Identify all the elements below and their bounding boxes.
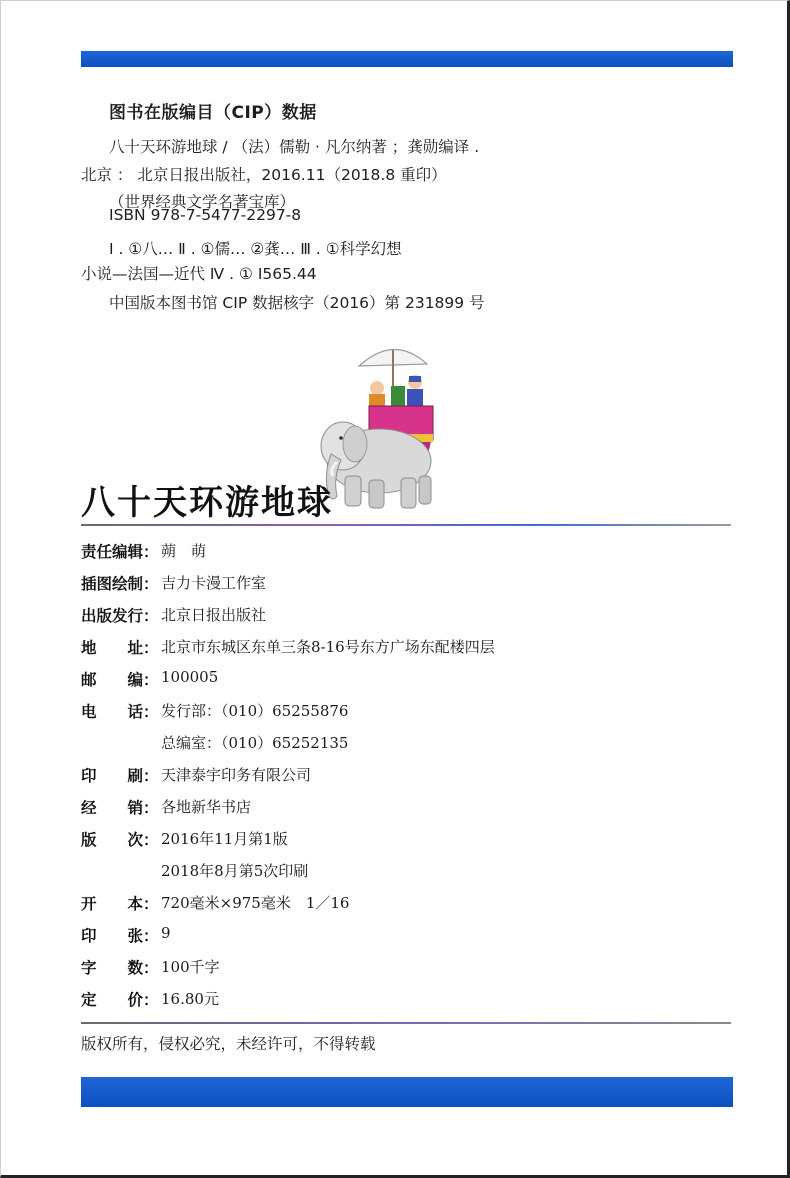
cip-line: Ⅰ . ①八… Ⅱ . ①儒… ②龚… Ⅲ . ①科学幻想 bbox=[109, 240, 402, 258]
colophon-value: 720毫米×975毫米 1／16 bbox=[161, 894, 350, 912]
book-title: 八十天环游地球 bbox=[81, 483, 333, 523]
colophon-label: 印 张： bbox=[81, 926, 159, 945]
colophon-label: 定 价： bbox=[81, 990, 159, 1009]
colophon-value: 2018年8月第5次印刷 bbox=[161, 862, 309, 880]
copyright-notice: 版权所有，侵权必究，未经许可，不得转载 bbox=[81, 1035, 376, 1053]
colophon-label: 开 本： bbox=[81, 894, 159, 913]
colophon-label: 地 址： bbox=[81, 638, 159, 657]
colophon-value: 吉力卡漫工作室 bbox=[161, 574, 267, 592]
top-blue-bar bbox=[81, 51, 733, 67]
colophon-value: 北京日报出版社 bbox=[161, 606, 267, 624]
colophon-label: 责任编辑： bbox=[81, 542, 159, 561]
copyright-divider bbox=[81, 1022, 731, 1024]
colophon-value: 各地新华书店 bbox=[161, 798, 252, 816]
colophon-value: 100千字 bbox=[161, 958, 220, 976]
colophon-label: 插图绘制： bbox=[81, 574, 159, 593]
colophon-value: 发行部：（010）65255876 bbox=[161, 702, 349, 720]
cip-heading: 图书在版编目（CIP）数据 bbox=[109, 103, 317, 123]
colophon-value: 9 bbox=[161, 924, 171, 942]
colophon-label: 经 销： bbox=[81, 798, 159, 817]
colophon-label: 字 数： bbox=[81, 958, 159, 977]
cip-line: 中国版本图书馆 CIP 数据核字（2016）第 231899 号 bbox=[109, 294, 485, 312]
colophon-value: 2016年11月第1版 bbox=[161, 830, 288, 848]
bottom-blue-bar bbox=[81, 1077, 733, 1107]
colophon-label: 电 话： bbox=[81, 702, 159, 721]
colophon-value: 100005 bbox=[161, 668, 219, 686]
colophon-value: 16.80元 bbox=[161, 990, 219, 1008]
cip-line: 北京 ： 北京日报出版社，2016.11（2018.8 重印） bbox=[81, 166, 447, 184]
colophon-value: 总编室：（010）65252135 bbox=[161, 734, 349, 752]
cip-line-isbn: ISBN 978-7-5477-2297-8 bbox=[109, 206, 302, 224]
colophon-value: 北京市东城区东单三条8-16号东方广场东配楼四层 bbox=[161, 638, 495, 656]
colophon-label: 出版发行： bbox=[81, 606, 159, 625]
colophon-label: 版 次： bbox=[81, 830, 159, 849]
title-divider bbox=[81, 524, 731, 526]
elephant-illustration-icon bbox=[319, 336, 449, 511]
cip-line: （世界经典文学名著宝库） bbox=[109, 193, 296, 211]
colophon-value: 蒴 萌 bbox=[161, 542, 207, 560]
cip-line: 八十天环游地球 / （法）儒勒 · 凡尔纳著 ；龚勋编译 . bbox=[109, 138, 480, 156]
cip-line: 小说—法国—近代 Ⅳ . ① I565.44 bbox=[81, 265, 317, 283]
colophon-value: 天津泰宇印务有限公司 bbox=[161, 766, 312, 784]
colophon-label: 邮 编： bbox=[81, 670, 159, 689]
colophon-label: 印 刷： bbox=[81, 766, 159, 785]
